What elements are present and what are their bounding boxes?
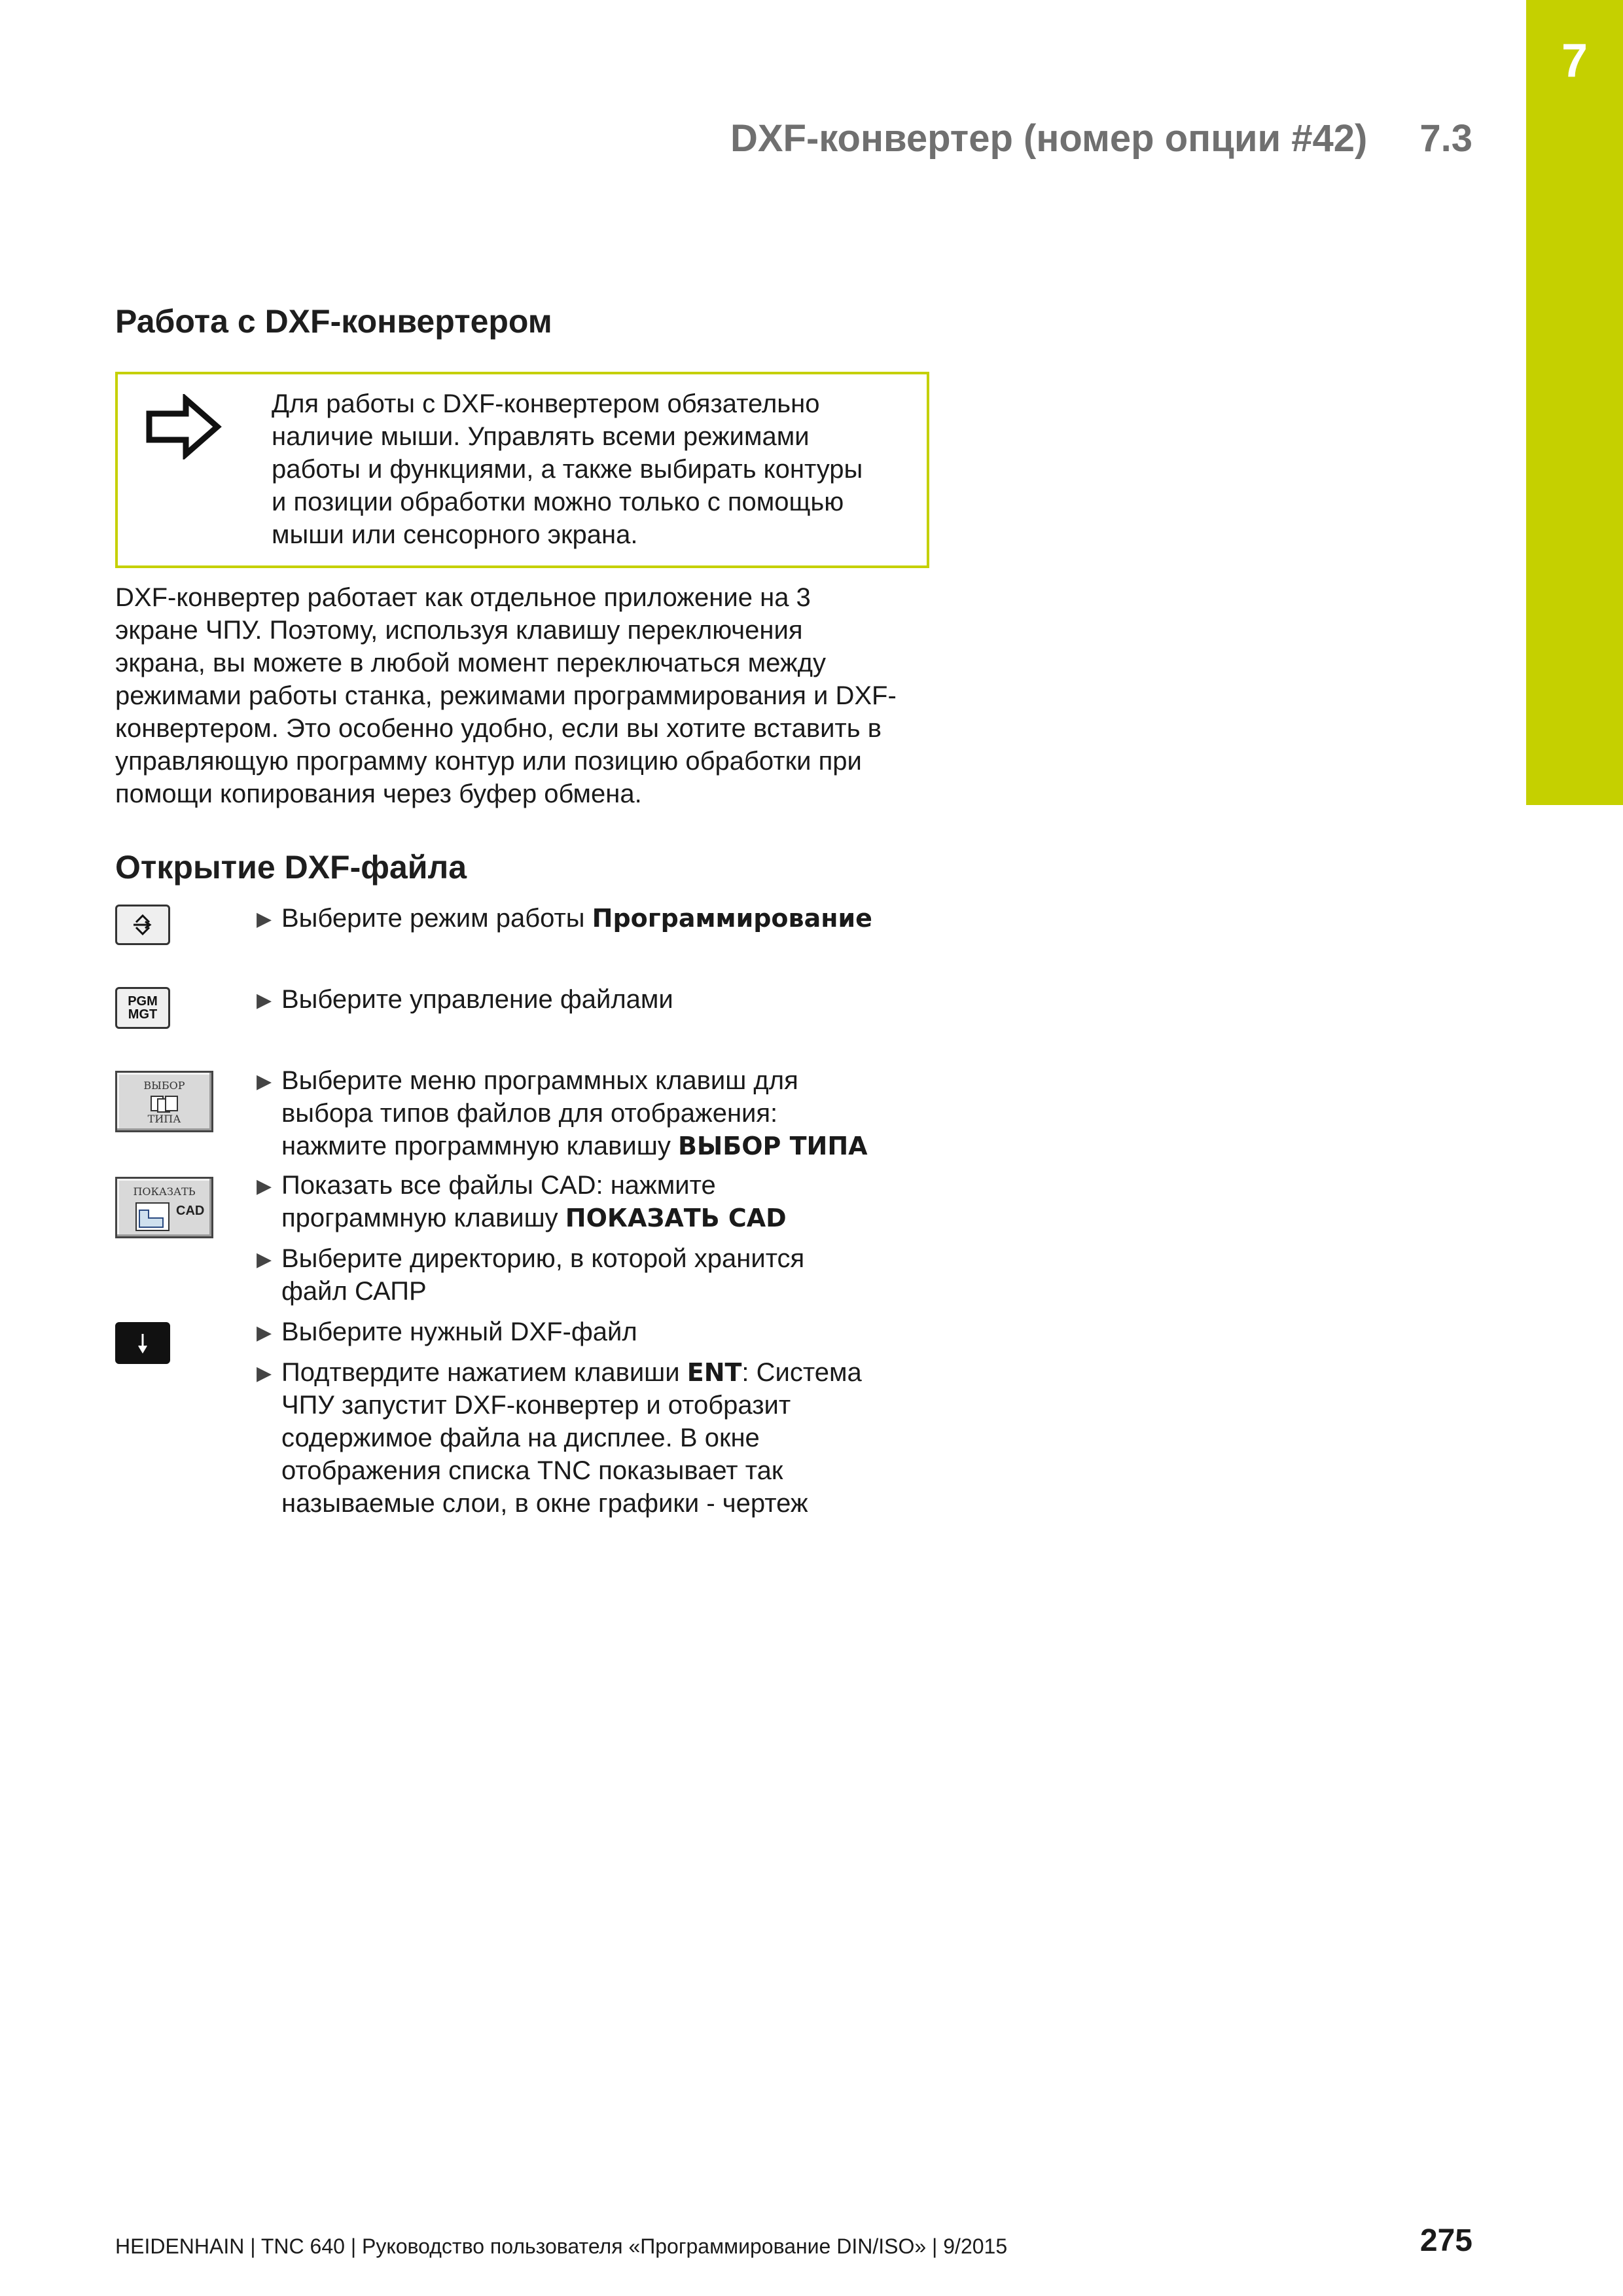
step-file-management: [257, 983, 949, 1016]
step-text: Выберите управление файлами: [281, 985, 673, 1014]
step-text: Выберите нужный DXF-файл: [281, 1318, 637, 1346]
bullet-triangle-icon: ▶: [257, 1249, 272, 1270]
paragraph-line: конвертером. Это особенно удобно, если вы хотите вставить в: [115, 714, 882, 743]
step-keyword: ПОКАЗАТЬ CAD: [565, 1204, 787, 1232]
note-box: [115, 372, 929, 568]
programming-mode-key[interactable]: [115, 905, 170, 945]
show-cad-softkey-cad: CAD: [176, 1204, 205, 1218]
select-type-softkey-top: ВЫБОР: [143, 1079, 185, 1092]
note-line: Для работы с DXF-конвертером обязательно: [272, 389, 820, 418]
step-text: Выберите директорию, в которой хранится: [281, 1244, 805, 1273]
show-cad-softkey-top: ПОКАЗАТЬ: [133, 1185, 196, 1198]
bullet-triangle-icon: ▶: [257, 1071, 272, 1092]
step-text: файл САПР: [281, 1277, 427, 1306]
body-paragraph: [115, 581, 940, 810]
step-text: программную клавишу: [281, 1204, 565, 1232]
cad-drawing-icon: [134, 1201, 171, 1232]
chapter-tab: [1526, 0, 1623, 805]
arrow-down-icon: [135, 1331, 151, 1355]
pgm-mgt-label-line2: MGT: [128, 1007, 158, 1022]
chapter-number: 7: [1561, 35, 1588, 87]
step-text: Выберите режим работы: [281, 904, 592, 933]
step-text: содержимое файла на дисплее. В окне: [281, 1424, 760, 1452]
running-head-title: DXF-конвертер (номер опции #42): [730, 117, 1368, 160]
step-keyword: Программирование: [592, 904, 872, 933]
note-line: и позиции обработки можно только с помощью: [272, 488, 844, 516]
bullet-triangle-icon: ▶: [257, 1363, 272, 1384]
bullet-triangle-icon: ▶: [257, 990, 272, 1011]
step-select-directory: [257, 1242, 949, 1308]
step-text: Подтвердите нажатием клавиши: [281, 1358, 687, 1387]
paragraph-line: режимами работы станка, режимами программирования и DXF-: [115, 681, 897, 710]
pgm-mgt-label: [128, 995, 158, 1021]
bullet-triangle-icon: ▶: [257, 1175, 272, 1197]
note-text: [272, 387, 913, 551]
step-select-dxf-file: [257, 1316, 949, 1348]
paragraph-line: управляющую программу контур или позицию обработки при: [115, 747, 862, 776]
section-heading-open-dxf: Открытие DXF-файла: [115, 849, 467, 886]
step-text: : Система: [741, 1358, 862, 1387]
note-line: мыши или сенсорного экрана.: [272, 520, 638, 549]
running-head: [730, 117, 1472, 160]
step-text: ЧПУ запустит DXF-конвертер и отобразит: [281, 1391, 791, 1420]
step-select-programming: [257, 902, 949, 935]
step-show-cad: [257, 1169, 949, 1234]
show-cad-softkey[interactable]: [115, 1177, 213, 1238]
pgm-mgt-label-line1: PGM: [128, 994, 158, 1009]
section-heading-dxf-work: Работа с DXF-конвертером: [115, 303, 552, 340]
step-keyword: ENT: [687, 1358, 742, 1387]
note-line: наличие мыши. Управлять всеми режимами: [272, 422, 810, 451]
select-type-softkey-bottom: ТИПА: [147, 1113, 181, 1125]
step-text: называемые слои, в окне графики - чертеж: [281, 1489, 808, 1518]
step-text: нажмите программную клавишу: [281, 1132, 678, 1160]
step-select-type: [257, 1064, 949, 1162]
note-line: работы и функциями, а также выбирать контуры: [272, 455, 863, 484]
step-text: Показать все файлы CAD: нажмите: [281, 1171, 716, 1200]
page-number: 275: [1419, 2223, 1472, 2258]
programming-mode-icon: [130, 912, 156, 938]
select-type-softkey[interactable]: [115, 1071, 213, 1132]
paragraph-line: помощи копирования через буфер обмена.: [115, 780, 642, 808]
bullet-triangle-icon: ▶: [257, 1322, 272, 1344]
pgm-mgt-key[interactable]: [115, 987, 170, 1029]
file-types-icon: [149, 1094, 183, 1113]
paragraph-line: экрана, вы можете в любой момент переключаться между: [115, 649, 826, 677]
running-head-section: 7.3: [1419, 117, 1472, 160]
step-text: выбора типов файлов для отображения:: [281, 1099, 778, 1128]
page-footer: HEIDENHAIN | TNC 640 | Руководство пользователя «Программирование DIN/ISO» | 9/2015: [115, 2234, 1008, 2258]
bullet-triangle-icon: ▶: [257, 908, 272, 930]
arrow-right-icon: [145, 394, 224, 459]
step-text: Выберите меню программных клавиш для: [281, 1066, 798, 1095]
step-confirm-ent: [257, 1356, 949, 1520]
paragraph-line: DXF-конвертер работает как отдельное приложение на 3: [115, 583, 811, 612]
ent-key[interactable]: [115, 1322, 170, 1364]
paragraph-line: экране ЧПУ. Поэтому, используя клавишу переключения: [115, 616, 803, 645]
step-keyword: ВЫБОР ТИПА: [677, 1132, 868, 1160]
step-text: отображения списка TNC показывает так: [281, 1456, 783, 1485]
